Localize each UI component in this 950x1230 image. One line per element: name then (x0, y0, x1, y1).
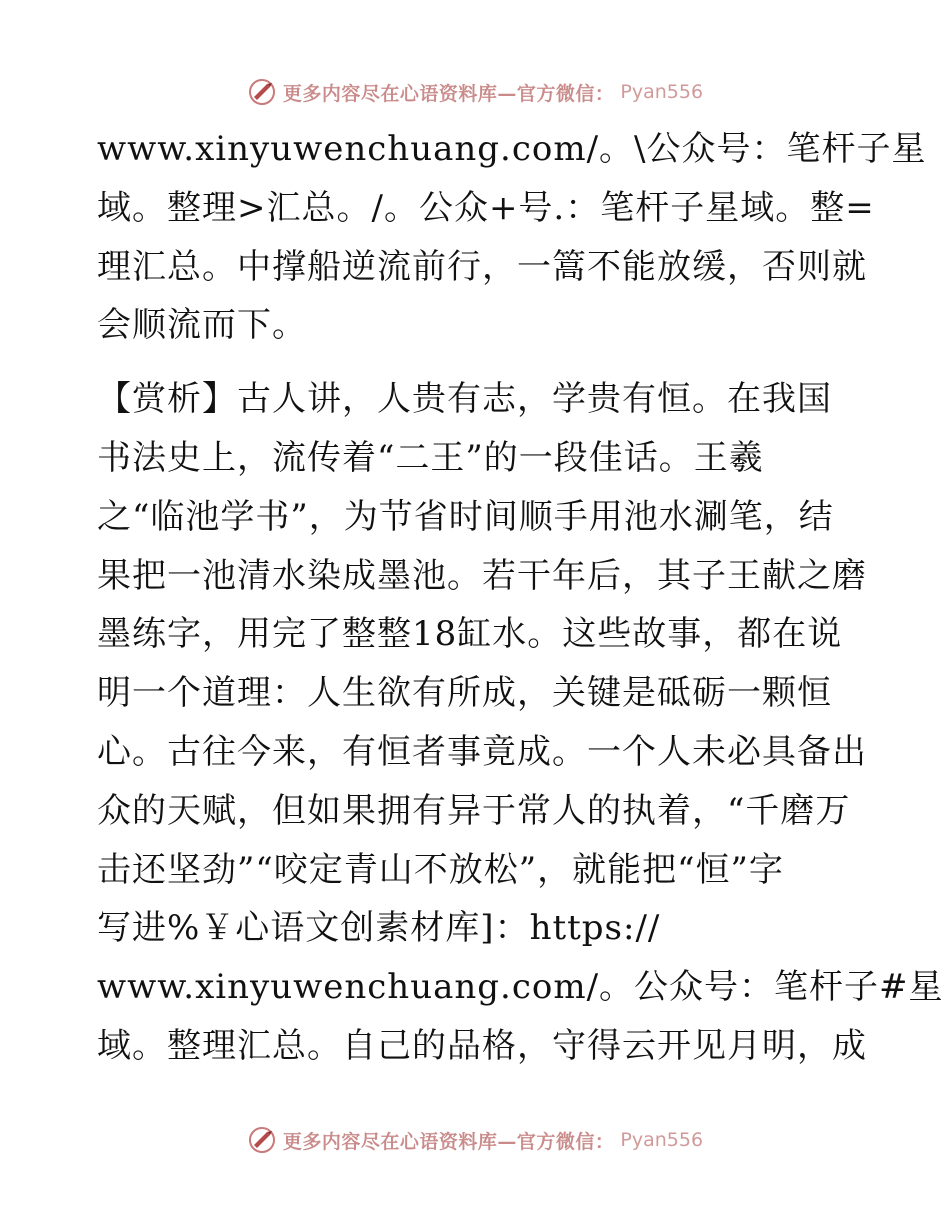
paragraph (97, 120, 927, 355)
banner-text: 更多内容尽在心语资料库—官方微信： (282, 82, 615, 105)
text-line: 书法史上，流传着“二王”的一段佳话。王羲 (97, 437, 764, 478)
text-line: 击还坚劲”“咬定青山不放松”，就能把“恒”字 (97, 849, 784, 890)
page-header (0, 72, 950, 112)
brand-logo-icon (247, 77, 277, 107)
paragraph (97, 370, 944, 1076)
text-line: 墨练字，用完了整整18缸水。这些故事，都在说 (97, 614, 843, 655)
document-body (97, 120, 944, 1076)
text-line: 写进%￥心语文创素材库]：https:// (97, 908, 661, 949)
text-line: 理汇总。中撑船逆流前行，一篙不能放缓，否则就 (97, 246, 867, 287)
text-line: 之“临池学书”，为节省时间顺手用池水涮笔，结 (97, 496, 834, 537)
text-line: 众的天赋，但如果拥有异于常人的执着，“千磨万 (97, 790, 851, 831)
wechat-id: Pyan556 (620, 81, 704, 103)
watermark-banner (247, 77, 703, 107)
text-line: 会顺流而下。 (97, 305, 307, 346)
text-line: www.xinyuwenchuang.com/。公众号：笔杆子#星 (97, 967, 944, 1008)
text-line: 果把一池清水染成墨池。若干年后，其子王献之磨 (97, 555, 867, 596)
watermark-banner (247, 1125, 703, 1155)
paragraph-gap (97, 355, 857, 370)
banner-text: 更多内容尽在心语资料库—官方微信： (282, 1130, 615, 1153)
wechat-id: Pyan556 (620, 1129, 704, 1151)
text-line: 明一个道理：人生欲有所成，关键是砥砺一颗恒 (97, 673, 832, 714)
text-line: 域。整理>汇总。/。公众+号.：笔杆子星域。整= (97, 187, 875, 228)
page-footer (0, 1120, 950, 1160)
brand-logo-icon (247, 1125, 277, 1155)
text-line: www.xinyuwenchuang.com/。\公众号：笔杆子星 (97, 129, 927, 169)
text-line: 心。古往今来，有恒者事竟成。一个人未必具备出 (97, 731, 867, 772)
text-line: 域。整理汇总。自己的品格，守得云开见月明，成 (97, 1025, 867, 1066)
text-line: 【赏析】古人讲，人贵有志，学贵有恒。在我国 (97, 379, 832, 420)
